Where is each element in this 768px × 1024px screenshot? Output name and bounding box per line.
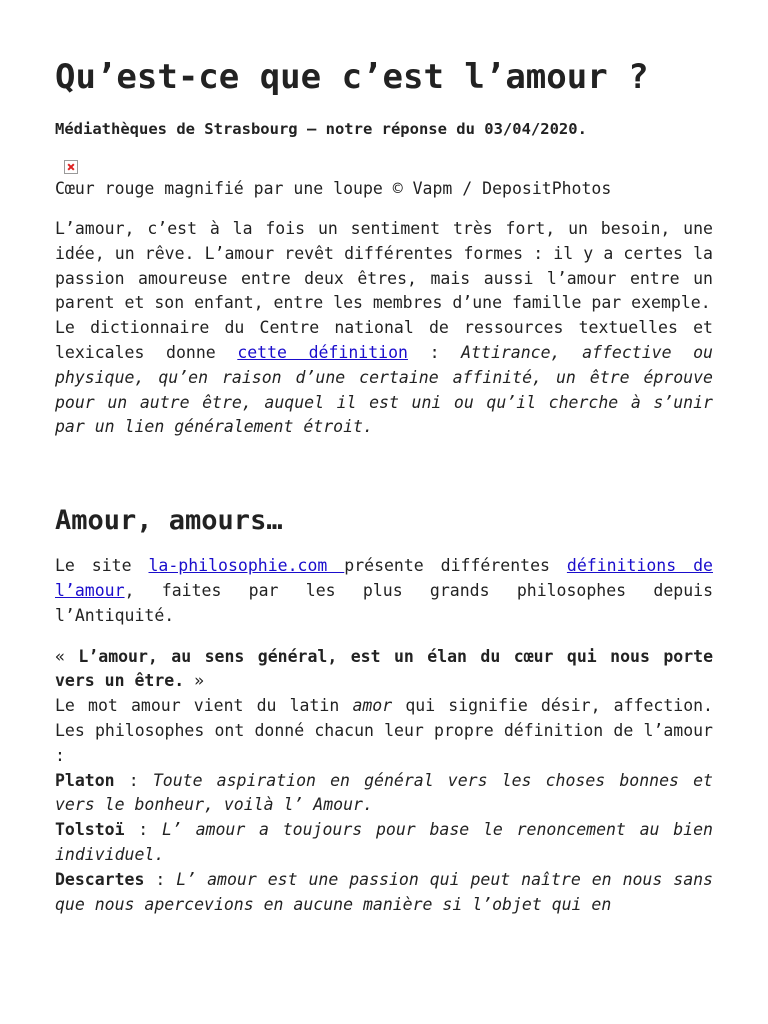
page-title: Qu’est-ce que c’est l’amour ? [55, 57, 649, 97]
definition-tolstoi [55, 818, 713, 868]
dictionary-text: Le dictionnaire du Centre national de ressources textuelles et lexicales donne [55, 318, 713, 362]
latin-text-start: Le mot amour vient du latin [55, 696, 353, 716]
quote-close: » [184, 671, 205, 691]
definitions-amour-link[interactable]: définitions de l’amour [55, 556, 713, 600]
definition-separator: : [144, 869, 177, 889]
intro-paragraph: L’amour, c’est à la fois un sentiment très fort, un besoin, une idée, un rêve. L’amour revêt différentes formes : il y a certes la passion amoureuse entre deux êtres, mais aussi l’amour entre un parent et son enfant, entre les membres d’une famille par exemple. [55, 219, 713, 313]
quote-paragraph [55, 645, 713, 695]
latin-text-end: qui signifie désir, affection. Les philosophes ont donné chacun leur propre définition de l’amour : [55, 696, 713, 765]
broken-image-icon [64, 160, 78, 174]
definition-descartes [55, 868, 713, 918]
definition-separator: : [114, 770, 153, 790]
section-title-amour: Amour, amours… [55, 505, 283, 537]
definition-text: L’ amour a toujours pour base le renoncement au bien individuel. [55, 820, 713, 864]
definition-link[interactable]: cette définition [237, 342, 408, 362]
site-text-end: , faites par les plus grands philosophes depuis l’Antiquité. [55, 580, 713, 625]
definition-platon [55, 769, 713, 819]
dictionary-paragraph [55, 316, 713, 440]
site-text-middle: présente différentes [344, 556, 567, 576]
la-philosophie-link[interactable]: la-philosophie.com [148, 556, 345, 576]
philosopher-name: Descartes [55, 869, 145, 889]
quote-open: « [55, 646, 79, 666]
latin-paragraph [55, 694, 713, 768]
subtitle: Médiathèques de Strasbourg – notre réponse du 03/04/2020. [55, 120, 587, 138]
site-text-start: Le site [55, 556, 149, 576]
philosopher-name: Platon [55, 770, 115, 790]
dictionary-separator: : [407, 342, 462, 362]
definition-text: L’ amour est une passion qui peut naître en nous sans que nous apercevions en aucune manière si l’objet qui en [55, 869, 713, 914]
quote-text: L’amour, au sens général, est un élan du cœur qui nous porte vers un être. [55, 646, 714, 691]
site-paragraph [55, 554, 713, 628]
philosopher-name: Tolstoï [55, 820, 125, 840]
image-placeholder [55, 157, 713, 177]
image-caption: Cœur rouge magnifié par une loupe © Vapm / DepositPhotos [55, 179, 612, 198]
definition-text: Toute aspiration en général vers les choses bonnes et vers le bonheur, voilà l’ Amour. [55, 770, 713, 815]
dictionary-definition: Attirance, affective ou physique, qu’en raison d’une certaine affinité, un être éprouve pour un autre être, auquel il est uni ou qu’il cherche à s’unir par un lien généralement étroit. [55, 342, 713, 437]
latin-word: amor [352, 696, 393, 716]
definition-separator: : [124, 820, 162, 840]
